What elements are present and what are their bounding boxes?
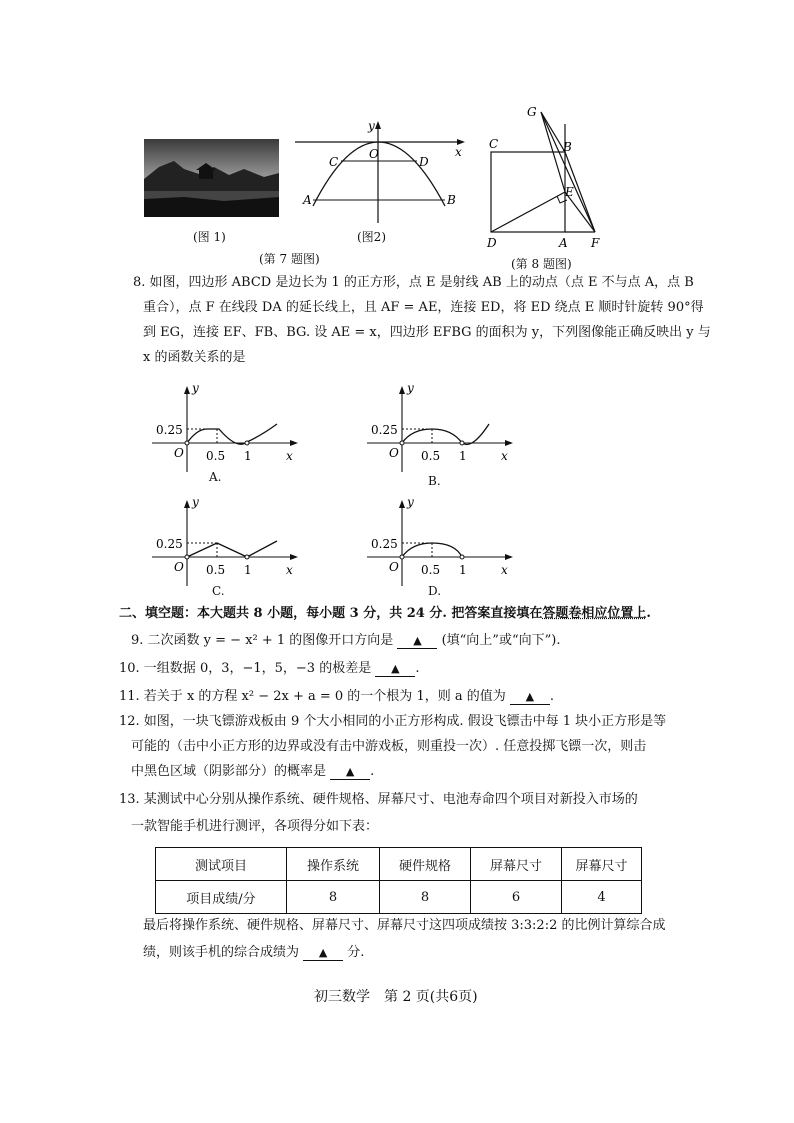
q13-line2: 一款智能手机进行测评，各项得分如下表： [131,819,379,834]
q13-answer-blank: ▲ [303,946,343,961]
q10 [119,659,420,679]
optC-tick-y: 0.25 [156,537,183,551]
q12-line3 [131,762,374,782]
q8-line1: 8. 如图，四边形 ABCD 是边长为 1 的正方形，点 E 是射线 AB 上的动点（点 E 不与点 A，点 B [133,275,694,290]
optB-x: x [501,449,508,463]
fig7-label-y: y [368,119,375,133]
q13-line1: 13. 某测试中心分别从操作系统、硬件规格、屏幕尺寸、电池寿命四个项目对新投入市场的 [119,792,638,807]
q9 [131,631,560,651]
optD-tick-x1: 0.5 [421,563,441,577]
q11-answer-blank: ▲ [510,690,550,705]
fig8-label-E: E [565,185,574,199]
fig7-label-O: O [369,147,379,161]
q12-line3-text: 中黑色区域（阴影部分）的概率是 [131,764,327,779]
table-row [156,881,642,914]
fig7-label-x: x [455,145,462,159]
fig7-label-D: D [419,155,429,169]
optB-y: y [407,381,414,395]
q13-line4-text: 绩，则该手机的综合成绩为 [143,945,300,960]
q13-unit: 分. [347,945,365,960]
q8-option-d-graph [367,494,517,589]
q12-line2: 可能的（击中小正方形的边界或没有击中游戏板，则重投一次）. 任意投掷飞镖一次，则击 [131,739,647,754]
q8-option-c-graph [152,494,302,589]
table-cell: 6 [471,881,562,914]
optB-tick-y: 0.25 [371,423,398,437]
table-cell: 8 [380,881,471,914]
optD-origin: O [389,560,399,574]
optA-tick-x2: 1 [244,449,252,463]
fig7-fig2-caption: (图2) [357,230,386,244]
optC-tick-x2: 1 [244,563,252,577]
fig8-label-G: G [527,105,537,119]
q10-answer-blank: ▲ [375,662,415,677]
table-header-row [156,848,642,881]
optA-tick-y: 0.25 [156,423,183,437]
q13-line4 [143,943,364,963]
table-cell: 4 [562,881,642,914]
fig8-label-F: F [591,236,600,250]
optB-origin: O [389,446,399,460]
section2-heading [119,604,651,624]
table-cell: 屏幕尺寸 [562,848,642,881]
optD-x: x [501,563,508,577]
q10-end: . [415,661,420,676]
table-cell: 8 [287,881,380,914]
q11 [119,687,554,707]
optB-tick-x2: 1 [459,449,467,463]
fig7-photo [144,139,279,217]
optD-y: y [407,495,414,509]
q9-answer-blank: ▲ [397,634,437,649]
q11-text: 11. 若关于 x 的方程 x² − 2x + a = 0 的一个根为 1，则 a 的值为 [119,689,506,704]
optD-tick-x2: 1 [459,563,467,577]
fig7-title: (第 7 题图) [259,252,320,266]
fig8-label-B: B [563,140,572,154]
q8-line4: x 的函数关系的是 [143,350,246,365]
q11-end: . [549,689,555,704]
optB-tick-x1: 0.5 [421,449,441,463]
q8-line3: 到 EG，连接 EF、FB、BG. 设 AE = x，四边形 EFBG 的面积为 y，下列图像能正确反映出 y 与 [143,325,711,340]
q9-text: 9. 二次函数 y = − x² + 1 的图像开口方向是 [131,633,394,648]
table-cell: 屏幕尺寸 [471,848,562,881]
table-cell: 测试项目 [156,848,287,881]
fig8-title: (第 8 题图) [511,257,572,271]
q8-option-b-graph [367,380,517,475]
fig8-label-A: A [559,236,568,250]
optC-y: y [192,495,199,509]
optD-tick-y: 0.25 [371,537,398,551]
fig7-label-C: C [329,155,339,169]
optA-y: y [192,381,199,395]
q12-answer-blank: ▲ [330,765,370,780]
q9-hint: (填“向上”或“向下”). [441,633,561,648]
section2-heading-emph: 答题卷相应位置上 [542,606,647,621]
q13-score-table [155,847,642,914]
q8-line2: 重合），点 F 在线段 DA 的延长线上，且 AF = AE，连接 ED，将 ED 绕点 E 顺时针旋转 90°得 [143,300,704,315]
optC-origin: O [174,560,184,574]
optA-x: x [286,449,293,463]
fig7-graph [295,118,470,223]
fig7-fig1-caption: (图 1) [193,230,226,244]
page-footer: 初三数学 第 2 页(共6页) [314,989,478,1005]
fig7-label-B: B [447,193,456,207]
optC-tick-x1: 0.5 [206,563,226,577]
fig8-diagram [485,104,610,254]
optA-origin: O [174,446,184,460]
fig8-label-C: C [489,137,499,151]
table-cell: 硬件规格 [380,848,471,881]
q8-option-c-letter: C. [212,584,225,598]
fig8-label-D: D [487,236,497,250]
q12-end: . [370,764,375,779]
table-cell: 操作系统 [287,848,380,881]
section2-heading-main: 二、填空题：本大题共 8 小题，每小题 3 分，共 24 分. 把答案直接填在 [119,606,543,621]
q8-option-d-letter: D. [428,584,442,598]
section2-heading-end: . [646,606,651,621]
q13-line3: 最后将操作系统、硬件规格、屏幕尺寸、屏幕尺寸这四项成绩按 3:3:2:2 的比例计算综合成 [143,918,666,933]
q8-option-b-letter: B. [428,474,441,488]
q8-option-a-graph [152,380,302,475]
optA-tick-x1: 0.5 [206,449,226,463]
q12-line1: 12. 如图，一块飞镖游戏板由 9 个大小相同的小正方形构成. 假设飞镖击中每 1 块小正方形是等 [119,714,667,729]
table-cell: 项目成绩/分 [156,881,287,914]
q8-option-a-letter: A. [209,470,222,484]
optC-x: x [286,563,293,577]
q10-text: 10. 一组数据 0，3，−1，5，−3 的极差是 [119,661,372,676]
fig7-label-A: A [303,193,312,207]
